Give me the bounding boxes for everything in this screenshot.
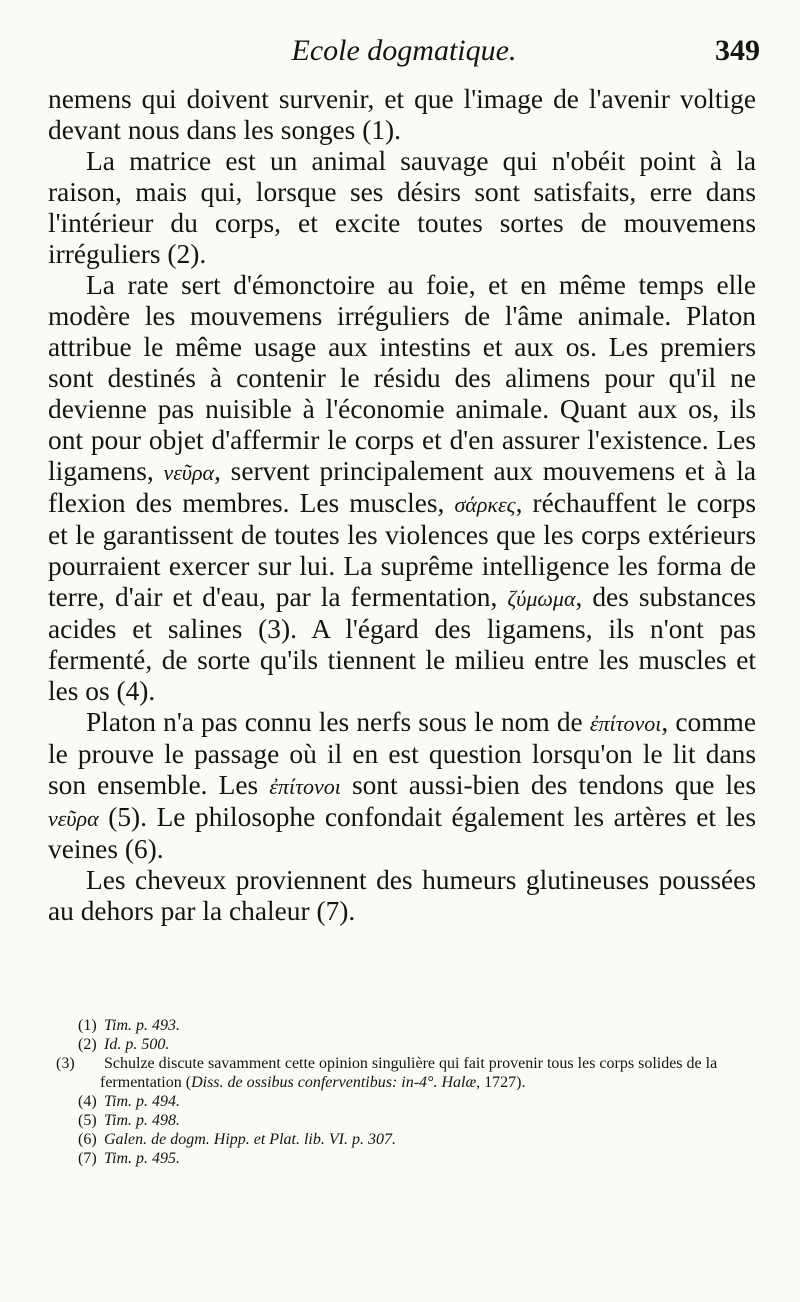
greek-word-sarkes: σάρκες [454, 492, 516, 517]
footnote-3-text-b: , 1727). [476, 1074, 526, 1091]
footnote-marker: (3) [56, 1055, 75, 1072]
footnote-4 [78, 1092, 750, 1111]
footnote-3-citation: Diss. de ossibus conferventibus: in-4°. Halæ [191, 1074, 477, 1091]
footnote-reference: Tim. p. 493. [104, 1017, 181, 1034]
paragraph-2-text: La matrice est un animal sauvage qui n'obéit point à la raison, mais qui, lorsque ses désirs sont satisfaits, erre dans l'intérieur du corps, et excite toutes sortes de mouvemens irréguliers (2). [48, 146, 756, 269]
footnote-reference: Tim. p. 498. [104, 1112, 181, 1129]
footnote-marker: (7) [78, 1150, 97, 1167]
footnote-5 [78, 1111, 750, 1130]
paragraph-4-text-a: Platon n'a pas connu les nerfs sous le nom de [86, 707, 590, 737]
paragraph-3-text-a: La rate sert d'émonctoire au foie, et en même temps elle modère les mouvemens irréguliers de l'âme animale. Platon attribue le même usage aux intestins et aux os. Les premiers sont destinés à contenir le résidu des alimens pour qu'il ne devienne pas nuisible à l'économie animale. Quant aux os, ils ont pour objet d'affermir le corps et d'en assurer l'existence. Les ligamens, [48, 270, 756, 486]
paragraph-4-text-b: , comme le prouve le passage où il en est question lorsqu'on le lit dans son ensemble. Les [48, 707, 756, 800]
greek-word-neura-2: νεῦρα [48, 806, 99, 831]
paragraph-3-text-d: , des substances acides et salines (3). A l'égard des ligamens, ils n'ont pas fermenté, de sorte qu'ils tiennent le milieu entre les muscles et les os (4). [48, 582, 757, 706]
footnote-marker: (1) [78, 1017, 97, 1034]
footnote-2 [78, 1035, 750, 1054]
footnote-reference: Tim. p. 494. [104, 1093, 181, 1110]
paragraph-3 [48, 270, 756, 707]
footnote-marker: (2) [78, 1036, 97, 1053]
footnote-reference: Tim. p. 495. [104, 1150, 181, 1167]
paragraph-5-text: Les cheveux proviennent des humeurs glutineuses poussées au dehors par la chaleur (7). [48, 865, 756, 926]
paragraph-5 [48, 865, 756, 927]
greek-word-zymoma: ζύμωμα [507, 586, 576, 611]
footnote-marker: (4) [78, 1093, 97, 1110]
footnote-reference: Id. p. 500. [104, 1036, 170, 1053]
greek-word-epitonoi: ἐπίτονοι [589, 711, 662, 736]
footnote-reference: Galen. de dogm. Hipp. et Plat. lib. VI. p. 307. [104, 1131, 396, 1148]
footnote-6 [78, 1130, 750, 1149]
paragraph-3-text-c: , réchauffent le corps et le garantissent de toutes les violences que les corps extérieurs pourraient exercer sur lui. La suprême intelligence les forma de terre, d'air et d'eau, par la fermentation, [48, 488, 756, 612]
footnote-3 [56, 1054, 750, 1092]
paragraph-2 [48, 146, 756, 270]
main-text [48, 84, 756, 927]
greek-word-epitonoi-2: ἐπίτονοι [269, 774, 341, 799]
footnote-1 [78, 1016, 750, 1035]
paragraph-4 [48, 707, 756, 865]
paragraph-1 [48, 84, 756, 146]
page-number: 349 [715, 34, 760, 67]
paragraph-1-text: nemens qui doivent survenir, et que l'image de l'avenir voltige devant nous dans les songes (1). [48, 84, 756, 145]
page-header [48, 28, 760, 76]
footnote-7 [78, 1149, 750, 1168]
footnote-marker: (5) [78, 1112, 97, 1129]
footnote-marker: (6) [78, 1131, 97, 1148]
paragraph-4-text-d: (5). Le philosophe confondait également les artères et les veines (6). [48, 802, 756, 864]
paragraph-3-text-b: , servent principalement aux mouvemens et à la flexion des membres. Les muscles, [48, 456, 756, 518]
footnotes [56, 1016, 750, 1168]
greek-word-neura: νεῦρα [163, 460, 215, 485]
running-title: Ecole dogmatique. [291, 34, 517, 67]
footnote-3-text-a: Schulze discute savamment cette opinion singulière qui fait provenir tous les corps solides de la fermentation ( [100, 1055, 718, 1091]
paragraph-4-text-c: sont aussi-bien des tendons que les [340, 770, 756, 800]
